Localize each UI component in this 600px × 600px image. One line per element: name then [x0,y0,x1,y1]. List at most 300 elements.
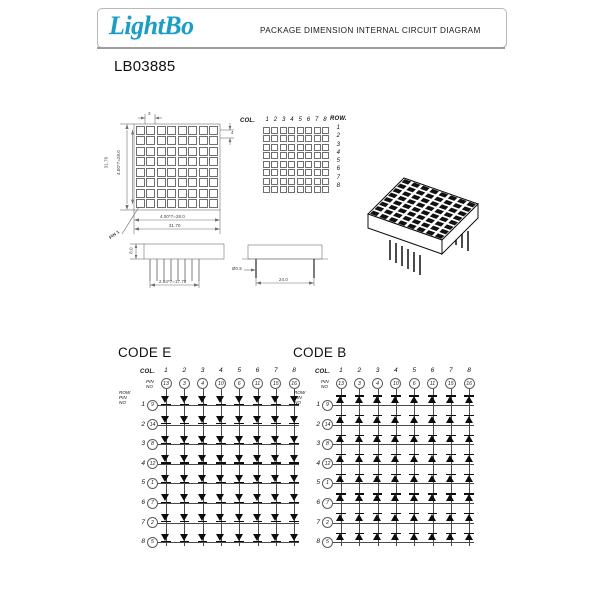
code-e-led-symbol [253,416,261,423]
code-b-led-symbol [446,475,454,482]
led-dot [157,189,166,198]
led-dot [136,199,145,208]
code-b-col-pin-bubble[interactable]: 11 [427,378,438,389]
led-dot [280,152,287,159]
code-b-row-pin-bubble[interactable]: 1 [322,478,333,489]
code-e-col-number: 1 [164,367,168,374]
led-dot [209,199,218,208]
code-b-row-pin-bubble[interactable]: 5 [322,537,333,548]
led-dot [297,161,304,168]
code-b-led-cathode-bar [391,493,401,494]
code-e-led-cathode-bar [161,423,171,424]
code-b-led-symbol [465,455,473,462]
code-b-led-cathode-bar [446,513,456,514]
code-b-led-cathode-bar [464,493,474,494]
led-dot [288,152,295,159]
code-e-led-symbol [198,514,206,521]
code-e-row-pin-label-l3: NO [119,400,126,405]
led-dot [188,178,197,187]
code-e-led-symbol [216,475,224,482]
code-e-led-cathode-bar [271,423,281,424]
code-b-led-symbol [355,494,363,501]
led-dot [199,136,208,145]
array-col-number: 8 [323,117,327,123]
code-e-col-number: 6 [255,367,260,374]
led-dot [167,136,176,145]
code-e-col-pin-bubble[interactable]: 13 [161,378,172,389]
led-dot [178,199,187,208]
led-dot [188,147,197,156]
code-e-row-wire [158,464,299,465]
code-b-led-cathode-bar [464,454,474,455]
code-b-led-symbol [410,494,418,501]
led-dot [263,135,270,142]
header-rule [97,47,505,49]
code-e-led-cathode-bar [198,423,208,424]
code-e-led-symbol [235,416,243,423]
code-e-led-symbol [216,455,224,462]
led-dot [209,136,218,145]
code-b-col-pin-bubble[interactable]: 4 [372,378,383,389]
code-b-led-cathode-bar [373,513,383,514]
led-dot [322,169,329,176]
led-dot [297,169,304,176]
code-b-row-wire [333,405,474,406]
code-e-led-cathode-bar [180,541,190,542]
code-e-led-symbol [253,436,261,443]
code-e-led-symbol [180,514,188,521]
led-dot [157,126,166,135]
led-dot [209,178,218,187]
led-dot [188,199,197,208]
code-b-led-cathode-bar [409,493,419,494]
code-e-row-pin-bubble[interactable]: 2 [147,517,158,528]
led-dot [322,152,329,159]
led-dot [297,186,304,193]
led-dot [305,127,312,134]
code-e-led-symbol [198,494,206,501]
led-dot [297,127,304,134]
code-e-led-cathode-bar [198,521,208,522]
led-dot [263,161,270,168]
led-dot [146,178,155,187]
code-e-row-pin-bubble[interactable]: 8 [147,439,158,450]
code-b-col-pin-label-l1: PIN [321,379,329,384]
code-e-led-cathode-bar [161,404,171,405]
code-b-led-symbol [465,533,473,540]
led-dot [314,161,321,168]
code-b-led-cathode-bar [428,395,438,396]
code-b-row-pin-bubble[interactable]: 7 [322,498,333,509]
code-b-col-pin-label-l2: NO [321,384,328,389]
led-dot [136,136,145,145]
code-b-led-cathode-bar [409,435,419,436]
led-dot [157,136,166,145]
dim-width-inner: 4.00*7=28.0 [160,214,185,219]
code-b-led-symbol [355,514,363,521]
code-b-led-cathode-bar [446,533,456,534]
code-e-led-symbol [235,494,243,501]
code-e-col-number: 5 [237,367,242,374]
code-e-led-cathode-bar [234,443,244,444]
code-e-led-symbol [198,396,206,403]
led-dot [199,168,208,177]
led-dot [271,127,278,134]
code-b-led-cathode-bar [446,474,456,475]
code-b-led-symbol [373,533,381,540]
code-e-col-pin-bubble[interactable]: 15 [270,378,281,389]
code-e-led-symbol [253,475,261,482]
code-b-led-symbol [428,435,436,442]
code-b-led-cathode-bar [355,474,365,475]
code-e-col-pin-bubble[interactable]: 11 [252,378,263,389]
code-b-led-symbol [373,416,381,423]
code-b-led-cathode-bar [428,435,438,436]
code-b-led-symbol [391,396,399,403]
code-b-row-wire [333,483,474,484]
code-b-led-symbol [446,396,454,403]
led-dot [167,178,176,187]
led-dot [288,178,295,185]
led-dot [297,178,304,185]
led-dot [314,135,321,142]
code-b-col-pin-bubble[interactable]: 10 [390,378,401,389]
code-b-row-wire [333,503,474,504]
led-dot [263,178,270,185]
code-b-led-symbol [336,533,344,540]
code-e-row-wire [158,425,299,426]
code-b-led-symbol [391,475,399,482]
led-dot [305,135,312,142]
led-dot [305,169,312,176]
code-e-led-symbol [161,416,169,423]
array-row-number: 1 [336,125,340,132]
code-e-row-number: 4 [141,459,145,467]
code-e-led-cathode-bar [271,541,281,542]
led-dot [314,169,321,176]
code-b-led-symbol [446,494,454,501]
code-b-row-pin-bubble[interactable]: 2 [322,517,333,528]
led-dot [297,135,304,142]
code-e-led-symbol [180,494,188,501]
led-dot [199,178,208,187]
code-b-led-symbol [336,416,344,423]
code-b-led-symbol [336,455,344,462]
code-b-led-symbol [355,396,363,403]
dim-pin-pitch: 2.54*7=17.78 [159,279,187,284]
code-b-led-cathode-bar [446,493,456,494]
led-dot [178,168,187,177]
side-view-drawing [234,240,339,292]
led-dot [199,126,208,135]
led-dot [305,144,312,151]
code-b-led-cathode-bar [446,435,456,436]
code-b-col-pin-bubble[interactable]: 13 [336,378,347,389]
code-e-row-pin-bubble[interactable]: 9 [147,400,158,411]
led-dot [297,152,304,159]
code-e-row-pin-bubble[interactable]: 5 [147,537,158,548]
code-e-led-cathode-bar [198,541,208,542]
code-b-led-symbol [410,475,418,482]
led-dot [199,157,208,166]
led-dot [188,157,197,166]
code-e-led-cathode-bar [253,443,263,444]
code-b-led-symbol [465,494,473,501]
code-e-led-symbol [216,514,224,521]
code-b-led-cathode-bar [428,533,438,534]
code-b-led-cathode-bar [336,513,346,514]
dim-depth: 24.0 [279,277,288,282]
code-b-led-cathode-bar [446,395,456,396]
code-e-led-cathode-bar [253,404,263,405]
code-b-led-cathode-bar [464,395,474,396]
code-e-col-pin-bubble[interactable]: 10 [215,378,226,389]
code-b-led-cathode-bar [355,415,365,416]
code-e-led-cathode-bar [216,521,226,522]
led-dot [314,178,321,185]
code-e-led-cathode-bar [180,502,190,503]
code-e-col-pin-bubble[interactable]: 4 [197,378,208,389]
code-b-col-pin-bubble[interactable]: 16 [464,378,475,389]
code-e-row-pin-bubble[interactable]: 12 [147,458,158,469]
led-dot [178,157,187,166]
code-b-led-cathode-bar [446,415,456,416]
code-b-row-pin-bubble[interactable]: 9 [322,400,333,411]
code-b-led-symbol [465,514,473,521]
code-e-led-symbol [180,534,188,541]
code-b-led-symbol [355,533,363,540]
code-e-led-symbol [198,455,206,462]
code-e-led-cathode-bar [234,541,244,542]
led-dot [271,152,278,159]
code-e-led-symbol [271,514,279,521]
code-e-led-cathode-bar [180,482,190,483]
code-e-led-cathode-bar [198,462,208,463]
code-e-led-symbol [216,436,224,443]
led-dot [146,126,155,135]
code-e-led-cathode-bar [216,502,226,503]
code-e-led-symbol [198,436,206,443]
code-b-led-symbol [465,396,473,403]
code-b-led-cathode-bar [336,493,346,494]
led-dot [136,189,145,198]
code-e-col-pin-label-l1: PIN [146,379,154,384]
code-e-led-symbol [253,396,261,403]
led-dot [271,178,278,185]
led-dot [146,199,155,208]
code-e-row-pin-bubble[interactable]: 1 [147,478,158,489]
code-e-led-cathode-bar [198,404,208,405]
code-e-led-symbol [180,396,188,403]
code-e-row-number: 3 [141,440,145,448]
code-e-led-cathode-bar [234,521,244,522]
led-dot [305,186,312,193]
code-e-col-pin-bubble[interactable]: 6 [234,378,245,389]
code-e-led-cathode-bar [234,423,244,424]
array-row-label: ROW. [330,116,347,122]
code-e-row-pin-label-l2: PIN [119,395,127,400]
dim-dot-size-note: 4 [231,130,234,135]
code-b-led-cathode-bar [428,493,438,494]
code-e-row-number: 1 [141,401,145,408]
led-dot [305,178,312,185]
code-b-col-number: 4 [394,367,398,374]
code-b-led-symbol [391,533,399,540]
code-b-led-cathode-bar [409,513,419,514]
code-b-led-symbol [410,435,418,442]
code-e-led-symbol [271,494,279,501]
led-dot [188,189,197,198]
code-b-led-symbol [336,494,344,501]
code-b-led-cathode-bar [464,513,474,514]
code-e-row-wire [158,405,299,406]
code-e-row-pin-bubble[interactable]: 7 [147,498,158,509]
code-e-led-symbol [271,436,279,443]
code-e-row-pin-label-l1: ROW [119,390,131,395]
code-e-col-pin-bubble[interactable]: 16 [289,378,300,389]
code-b-led-cathode-bar [373,454,383,455]
code-e-led-cathode-bar [271,502,281,503]
led-dot [167,189,176,198]
code-e-led-symbol [271,416,279,423]
code-b-led-symbol [410,533,418,540]
code-b-led-cathode-bar [409,474,419,475]
code-b-led-cathode-bar [464,533,474,534]
led-dot [167,157,176,166]
dim-pitch-note: 3 [148,111,151,116]
code-e-led-cathode-bar [234,502,244,503]
code-e-led-cathode-bar [234,404,244,405]
code-b-led-symbol [446,416,454,423]
led-dot [263,186,270,193]
led-dot [314,144,321,151]
array-col-number: 6 [306,117,311,123]
page-title: LB03885 [114,58,176,75]
led-dot [271,169,278,176]
led-dot [305,161,312,168]
code-e-col-pin-bubble[interactable]: 3 [179,378,190,389]
led-dot [263,127,270,134]
code-b-led-cathode-bar [373,474,383,475]
code-e-row-number: 7 [141,518,145,526]
code-b-row-pin-label-l3: NO [294,400,301,405]
led-dot [209,157,218,166]
code-e-led-symbol [161,475,169,482]
code-e-led-cathode-bar [180,423,190,424]
code-e-led-symbol [161,396,169,403]
led-dot [314,152,321,159]
code-e-col-number: 8 [292,367,296,374]
led-dot [146,157,155,166]
led-dot [322,135,329,142]
led-dot [263,169,270,176]
code-b-led-symbol [428,396,436,403]
led-dot [157,199,166,208]
code-b-col-pin-bubble[interactable]: 15 [445,378,456,389]
led-dot [178,147,187,156]
code-b-row-pin-bubble[interactable]: 12 [322,458,333,469]
array-row-number: 4 [336,149,340,156]
code-b-led-cathode-bar [409,533,419,534]
code-b-led-symbol [446,435,454,442]
code-b-led-symbol [336,514,344,521]
front-view-svg [126,240,231,292]
code-e-row-number: 2 [141,420,145,428]
code-e-led-cathode-bar [180,462,190,463]
code-b-led-cathode-bar [428,513,438,514]
code-b-row-wire [333,425,474,426]
led-dot [280,144,287,151]
header-subtitle: PACKAGE DIMENSION INTERNAL CIRCUIT DIAGRAM [260,26,481,35]
code-b-led-cathode-bar [373,395,383,396]
code-e-led-cathode-bar [180,404,190,405]
code-b-row-number: 6 [316,499,320,506]
code-e-col-number: 4 [219,367,223,374]
led-dot [209,126,218,135]
code-b-led-symbol [391,435,399,442]
array-row-number: 5 [336,158,340,165]
code-b-led-symbol [410,416,418,423]
code-b-led-symbol [373,514,381,521]
brand-logo: LightBo [109,11,194,40]
code-b-col-pin-bubble[interactable]: 6 [409,378,420,389]
led-dot [199,147,208,156]
code-e-led-cathode-bar [253,541,263,542]
code-b-row-pin-bubble[interactable]: 14 [322,419,333,430]
code-b-led-symbol [410,396,418,403]
code-b-row-pin-label-l2: PIN [294,395,302,400]
code-b-led-symbol [465,475,473,482]
array-col-number: 7 [314,117,319,123]
code-b-col-number: 3 [375,367,380,374]
code-e-row-wire [158,483,299,484]
code-e-led-symbol [253,514,261,521]
code-b-led-cathode-bar [355,493,365,494]
code-e-led-cathode-bar [161,521,171,522]
circuit-title-code-b: CODE B [293,345,347,360]
code-b-led-cathode-bar [391,533,401,534]
code-e-led-cathode-bar [216,443,226,444]
led-dot [157,147,166,156]
led-dot [209,168,218,177]
code-b-col-pin-bubble[interactable]: 3 [354,378,365,389]
array-col-label: COL. [240,118,256,124]
code-b-led-symbol [465,435,473,442]
code-e-led-symbol [180,475,188,482]
code-e-led-cathode-bar [216,462,226,463]
code-e-led-cathode-bar [271,462,281,463]
code-e-led-cathode-bar [234,462,244,463]
code-b-led-symbol [410,455,418,462]
led-dot [271,186,278,193]
code-b-led-symbol [355,435,363,442]
circuit-title-code-e: CODE E [118,345,172,360]
code-e-led-symbol [235,534,243,541]
code-e-led-cathode-bar [161,482,171,483]
code-e-led-cathode-bar [216,423,226,424]
code-b-row-pin-bubble[interactable]: 8 [322,439,333,450]
code-b-led-symbol [428,533,436,540]
code-e-row-pin-bubble[interactable]: 14 [147,419,158,430]
code-e-col-pin-label-l2: NO [146,384,153,389]
led-dot [199,189,208,198]
code-e-led-symbol [253,534,261,541]
dim-height-inner: 4.00*7=28.0 [115,150,121,175]
led-dot [188,126,197,135]
code-e-led-symbol [198,534,206,541]
code-e-led-symbol [253,494,261,501]
code-b-led-cathode-bar [428,474,438,475]
